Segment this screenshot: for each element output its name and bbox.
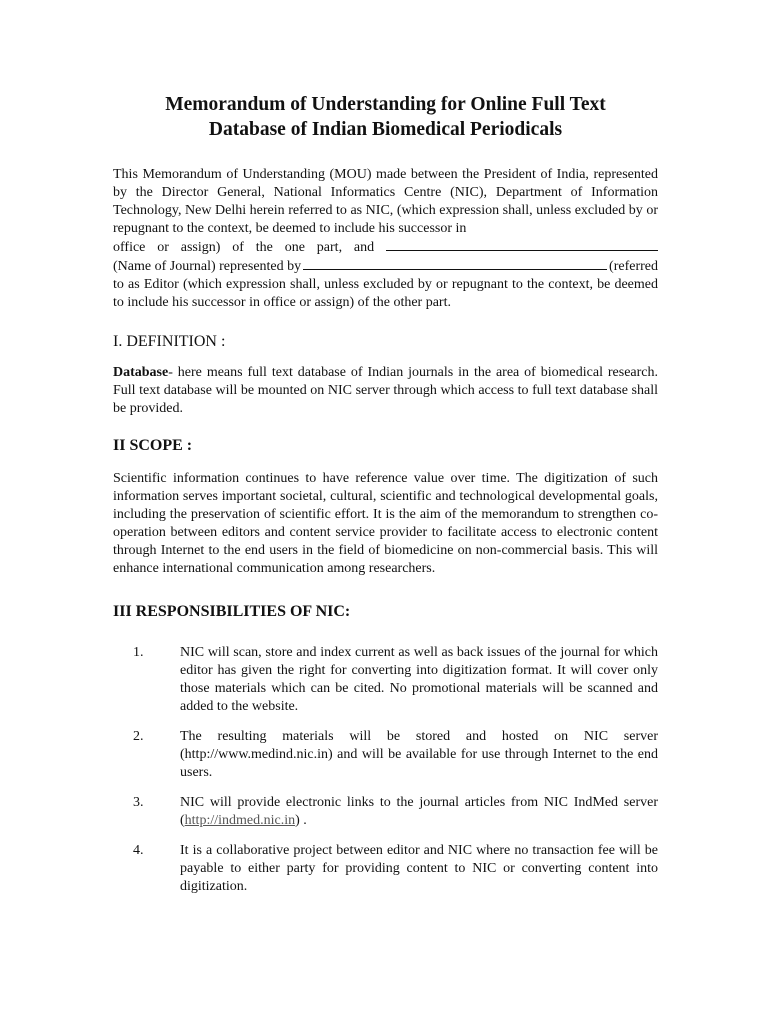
list-item-text: NIC will scan, store and index current as well as back issues of the journal for which editor has given the right for converting into digitization format. It will cover only those materials which can be cited. No promotional materials will be scanned and added to the website.: [180, 645, 658, 714]
responsibilities-heading: III RESPONSIBILITIES OF NIC:: [113, 603, 351, 620]
list-item: [113, 644, 658, 716]
scope-heading: II SCOPE :: [113, 437, 193, 454]
referred-word: (referred: [609, 259, 658, 274]
definition-term: Database: [113, 365, 169, 380]
intro-word: office: [113, 240, 146, 255]
list-item-text: The resulting materials will be stored and hosted on NIC server (http://www.medind.nic.in) and will be available for use through Internet to the end users.: [180, 729, 658, 780]
title-line-2: Database of Indian Biomedical Periodicals: [208, 119, 563, 140]
scope-paragraph: Scientific information continues to have reference value over time. The digitization of such information serves important societal, cultural, scientific and technological developmental goals, including the preservation of scientific effort. It is the aim of the memorandum to strengthen co-operation between editors and content service provider to facilitate access to electronic content through Internet to the end users in the field of biomedicine on non-commercial basis. This will enhance international communication among researchers.: [113, 471, 658, 576]
intro-word: one: [284, 240, 305, 255]
journal-prefix: (Name of Journal) represented by: [113, 259, 302, 274]
list-item: [113, 728, 658, 782]
list-item-number: 3.: [133, 795, 144, 810]
document-title: [113, 92, 658, 142]
intro-word: and: [353, 240, 375, 255]
intro-office-line: [113, 238, 658, 257]
intro-word: of: [232, 240, 244, 255]
list-item-number: 1.: [133, 645, 144, 660]
indmed-link[interactable]: http://indmed.nic.in: [184, 813, 296, 828]
representative-blank-line[interactable]: [303, 257, 607, 270]
intro-paragraph: [113, 166, 658, 312]
list-item-number: 2.: [133, 729, 144, 744]
intro-text-part1: This Memorandum of Understanding (MOU) made between the President of India, represented by the Director General, National Informatics Centre (NIC), Department of Information Technology, New Delhi herein referred to as NIC, (which expression shall, unless excluded by or repugnant to the context, be deemed to include his successor in: [113, 167, 658, 236]
intro-text-part2: to as Editor (which expression shall, unless excluded by or repugnant to the context, be deemed to include his successor in office or assign) of the other part.: [113, 277, 658, 310]
party-name-blank-line[interactable]: [386, 238, 658, 251]
title-line-1: Memorandum of Understanding for Online Full Text: [165, 94, 606, 115]
list-item-text: [180, 794, 658, 830]
intro-word: assign): [180, 240, 221, 255]
list-item: [113, 794, 658, 830]
journal-name-line: [113, 257, 658, 276]
list-item-text-before: NIC will provide electronic links to the journal articles from NIC IndMed server (: [180, 795, 658, 828]
intro-word: the: [255, 240, 273, 255]
list-item-text-after: ) .: [295, 813, 307, 828]
definition-text: - here means full text database of Indian journals in the area of biomedical research. Full text database will be mounted on NIC server through which access to full text database shall be provided.: [113, 365, 658, 416]
list-item-text: It is a collaborative project between editor and NIC where no transaction fee will be payable to either party for providing content to NIC or converting content into digitization.: [180, 843, 658, 894]
document-page: [113, 92, 658, 908]
list-item-number: 4.: [133, 843, 144, 858]
responsibilities-list: [113, 644, 658, 896]
intro-word: or: [157, 240, 169, 255]
list-item: [113, 842, 658, 896]
definition-heading: I. DEFINITION :: [113, 333, 226, 350]
intro-word: part,: [316, 240, 343, 255]
definition-paragraph: [113, 364, 658, 418]
